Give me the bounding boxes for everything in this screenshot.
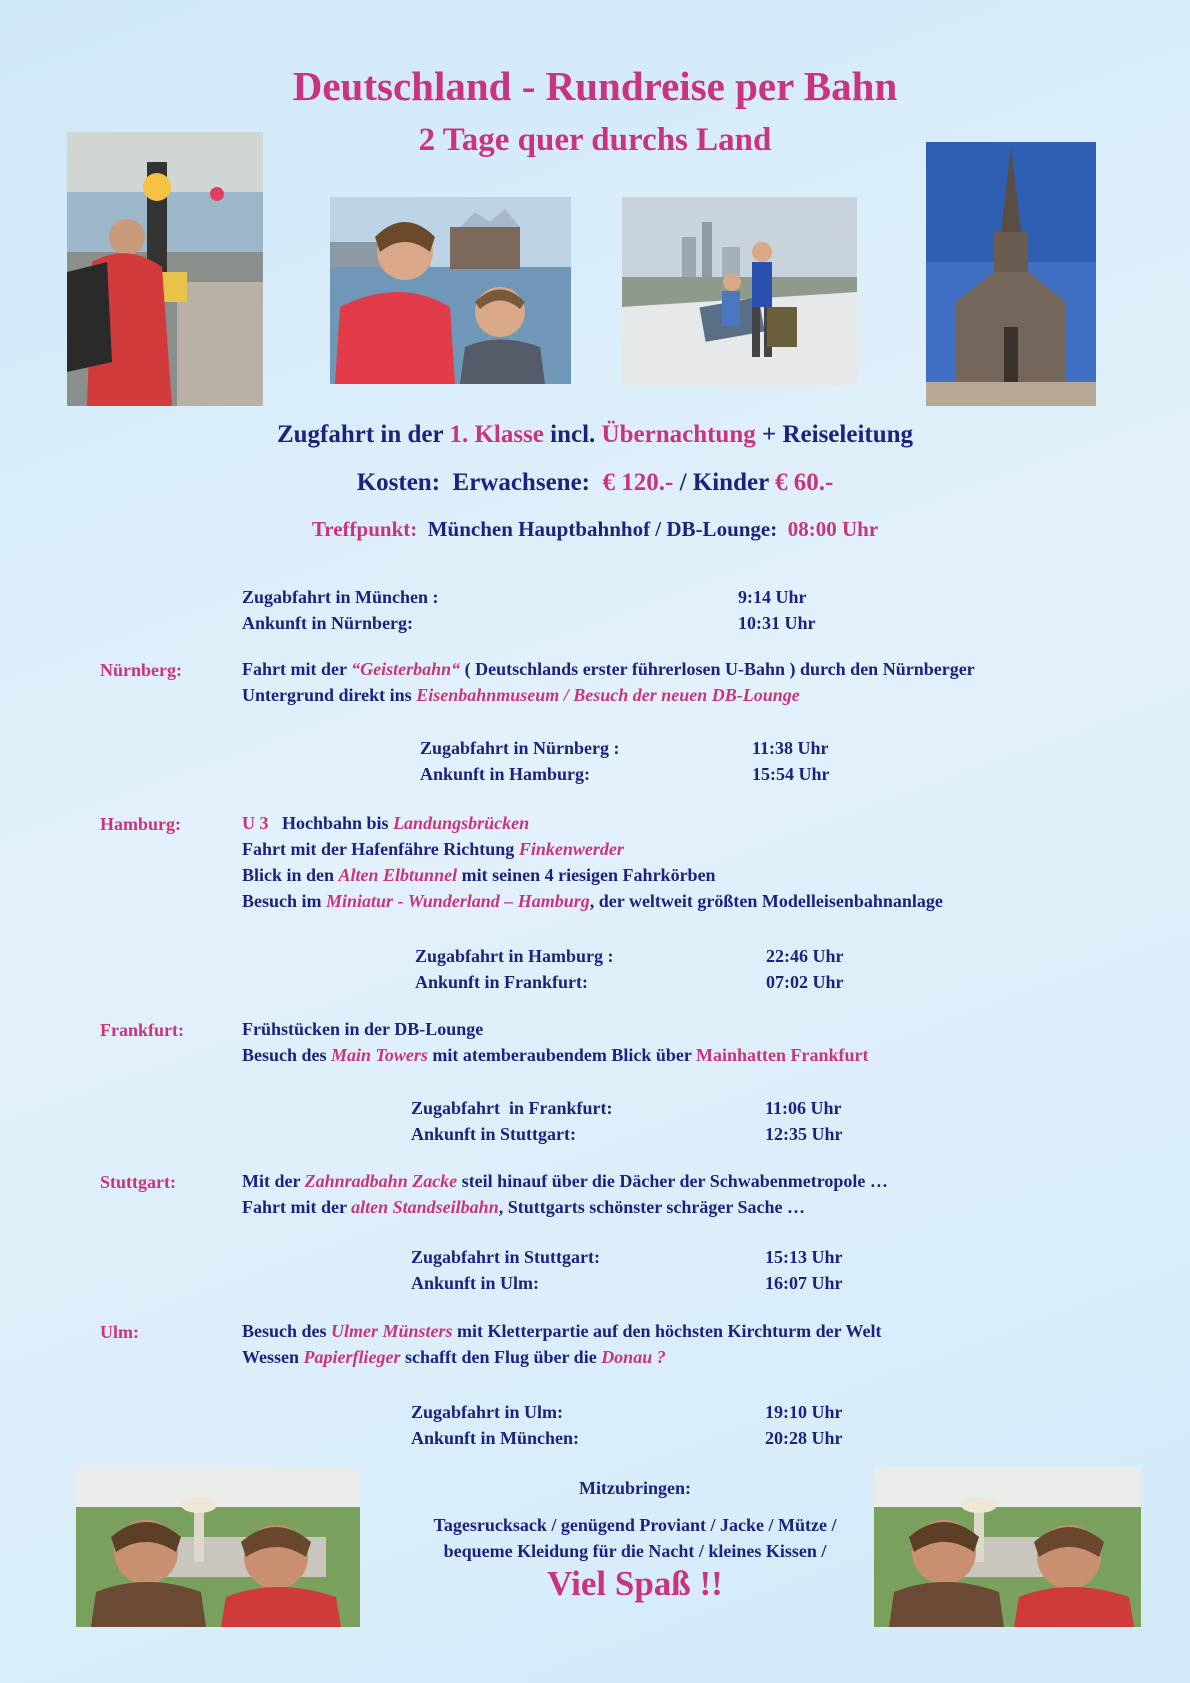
city-label-nuernberg: Nürnberg: xyxy=(100,660,182,680)
city-label-frankfurt: Frankfurt: xyxy=(100,1020,184,1040)
city-label-stuttgart: Stuttgart: xyxy=(100,1172,176,1192)
stop-description-hamburg: U 3 Hochbahn bis Landungsbrücken Fahrt mit der Hafenfähre Richtung Finkenwerder Blick in den Alten Elbtunnel mit seinen 4 riesigen Fahrkörben Besuch im Miniatur - Wunderland – Hamburg, der weltweit größten Modelleisenbahnanlage xyxy=(242,813,943,911)
timetable-label: Zugabfahrt in München : Ankunft in Nürnberg: xyxy=(242,587,439,633)
timetable-time: 19:10 Uhr 20:28 Uhr xyxy=(765,1402,843,1448)
cost-separator: / Kinder xyxy=(673,469,775,496)
meeting-point-line xyxy=(0,517,1190,542)
miniature-airport-photo xyxy=(874,1467,1141,1627)
cost-label: Kosten: xyxy=(356,469,441,496)
page-title: Deutschland - Rundreise per Bahn xyxy=(292,63,898,109)
bring-list: Tagesrucksack / genügend Proviant / Jacke / Mütze / bequeme Kleidung für die Nacht / kleines Kissen / xyxy=(433,1515,837,1561)
offer-line xyxy=(0,421,1190,449)
stop-description-nuernberg: Fahrt mit der “Geisterbahn“ ( Deutschlands erster führerlosen U-Bahn ) durch den Nürnberger Untergrund direkt ins Eisenbahnmuseum / Besuch der neuen DB-Lounge xyxy=(242,659,975,705)
stop-description-stuttgart: Mit der Zahnradbahn Zacke steil hinauf über die Dächer der Schwabenmetropole … Fahrt mit der alten Standseilbahn, Stuttgarts schönster schräger Sache … xyxy=(242,1171,888,1217)
offer-text: + Reiseleitung xyxy=(755,421,914,448)
timetable-time: 11:38 Uhr 15:54 Uhr xyxy=(752,738,830,784)
museum-photo xyxy=(67,132,263,406)
meeting-place: München Hauptbahnhof / DB-Lounge: xyxy=(427,517,778,541)
adult-price: € 120.- xyxy=(602,469,674,496)
meeting-label: Treffpunkt: xyxy=(311,517,418,541)
stop-description-ulm: Besuch des Ulmer Münsters mit Kletterpartie auf den höchsten Kirchturm der Welt Wessen Papierflieger schafft den Flug über die Donau ? xyxy=(242,1321,882,1367)
closing-greeting: Viel Spaß !! xyxy=(547,1564,723,1603)
timetable-time: 9:14 Uhr 10:31 Uhr xyxy=(738,587,816,633)
hamburg-harbor-photo xyxy=(330,197,571,384)
timetable-label: Zugabfahrt in Ulm: Ankunft in München: xyxy=(411,1402,580,1448)
timetable-label: Zugabfahrt in Hamburg : Ankunft in Frankfurt: xyxy=(415,946,614,992)
timetable-time: 11:06 Uhr 12:35 Uhr xyxy=(765,1098,843,1144)
timetable-time: 15:13 Uhr 16:07 Uhr xyxy=(765,1247,843,1293)
miniature-airport-photo xyxy=(76,1467,360,1627)
city-label-ulm: Ulm: xyxy=(100,1322,139,1342)
cost-adults-label: Erwachsene: xyxy=(452,469,590,496)
ulm-minster-photo xyxy=(926,142,1096,406)
timetable-label: Zugabfahrt in Frankfurt: Ankunft in Stuttgart: xyxy=(411,1098,613,1144)
offer-text: Zugfahrt in der xyxy=(276,421,450,448)
cost-line xyxy=(0,469,1190,497)
offer-overnight: Übernachtung xyxy=(601,421,756,448)
offer-class: 1. Klasse xyxy=(449,421,544,448)
child-price: € 60.- xyxy=(774,469,834,496)
timetable-label: Zugabfahrt in Nürnberg : Ankunft in Hamburg: xyxy=(420,738,620,784)
timetable-label: Zugabfahrt in Stuttgart: Ankunft in Ulm: xyxy=(411,1247,601,1293)
offer-text: incl. xyxy=(543,421,602,448)
page-subtitle: 2 Tage quer durchs Land xyxy=(418,122,772,158)
meeting-time: 08:00 Uhr xyxy=(787,517,879,541)
bring-title: Mitzubringen: xyxy=(579,1478,691,1498)
timetable-time: 22:46 Uhr 07:02 Uhr xyxy=(766,946,844,992)
stop-description-frankfurt: Frühstücken in der DB-Lounge Besuch des Main Towers mit atemberaubendem Blick über Mainhatten Frankfurt xyxy=(242,1019,869,1065)
city-label-hamburg: Hamburg: xyxy=(100,814,181,834)
frankfurt-tower-photo xyxy=(622,197,857,385)
